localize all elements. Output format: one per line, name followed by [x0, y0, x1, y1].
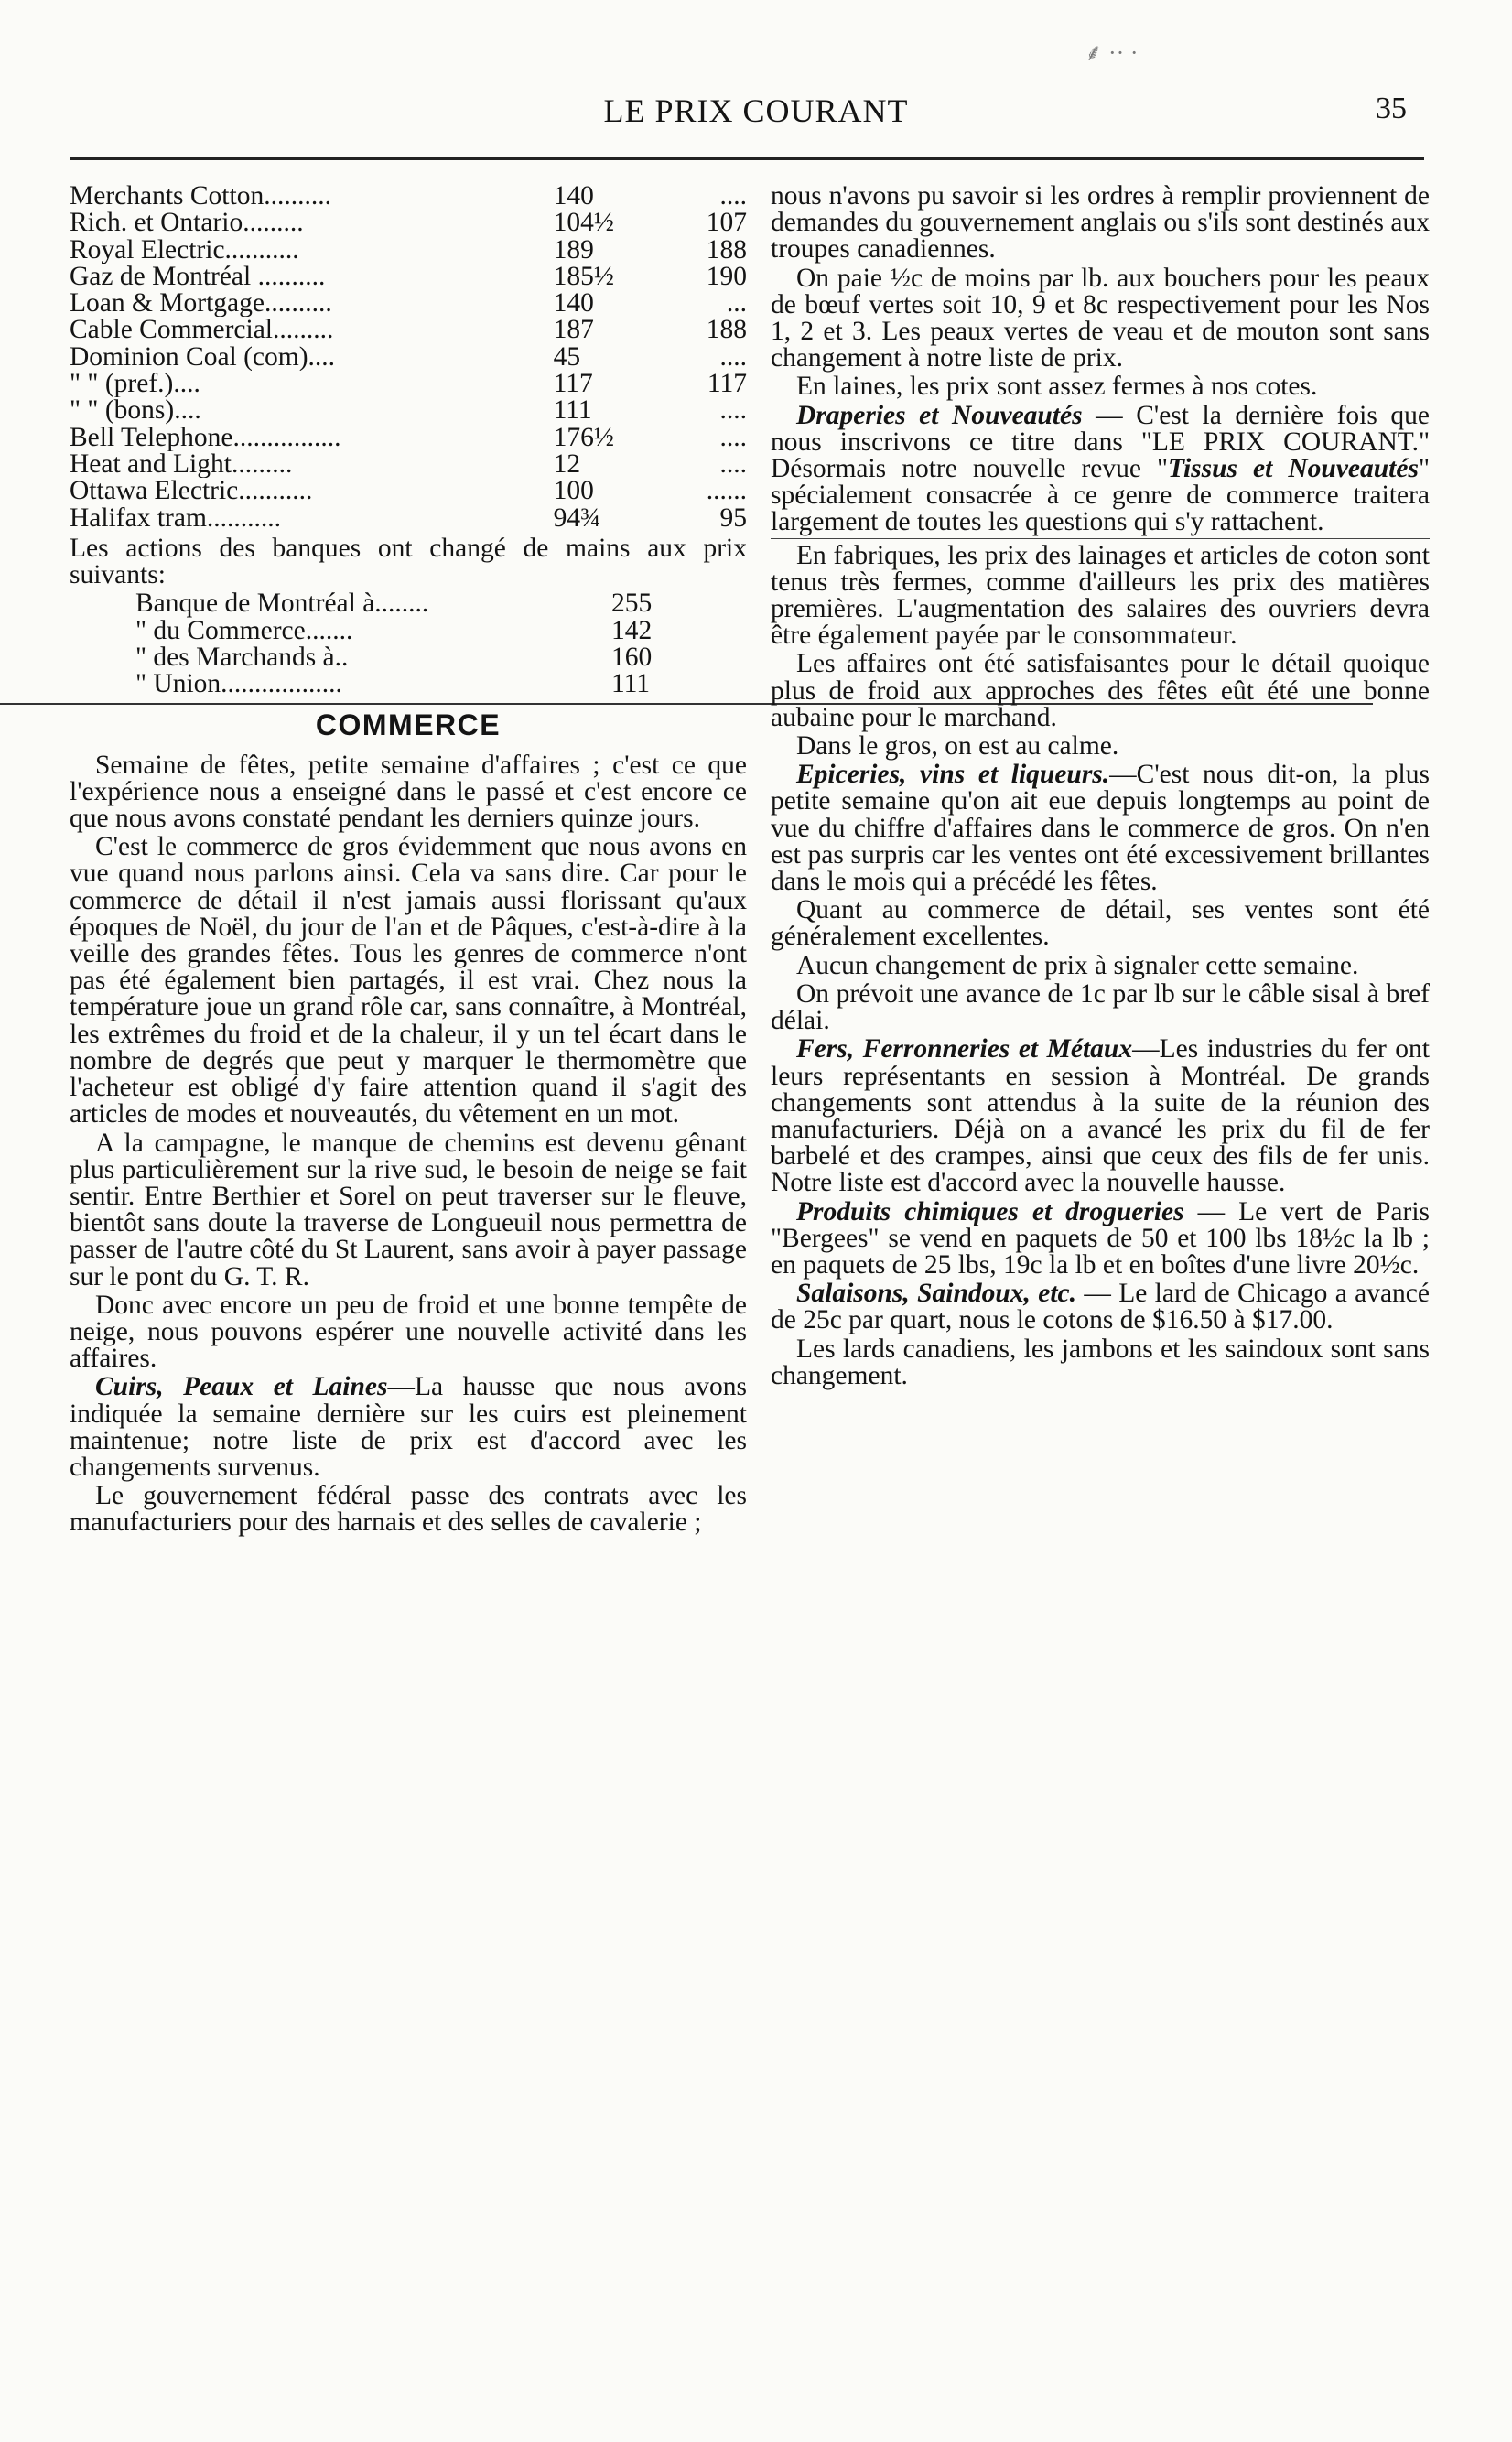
cuirs-title: Cuirs, Peaux et Laines [95, 1372, 388, 1402]
bank-name: " du Commerce....... [135, 615, 353, 645]
commerce-paragraph-2: C'est le commerce de gros évidemment que nous avons en vue quand nous parlons ainsi. Cela va sans dire. Car pour le commerce de détail il n'est jamais aussi florissant qu'aux époques de Noël, du jour de l'an et de Pâques, c'est-à-dire à la veille des grandes fêtes. Tous les genres de commerce n'ont pas été également bien partagés, il est vrai. Chez nous la température joue un grand rôle car, sans connaître, à Montréal, les extrêmes du froid et de la chaleur, il y un tel écart dans le nombre de degrés que peut y marquer le thermomètre que l'acheteur est obligé d'y faire attention quand il s'agit des articles de modes et nouveautés, du vêtement en un mot. [70, 832, 747, 1129]
bank-name: " des Marchands à.. [135, 642, 349, 672]
stock-price: 111 [553, 395, 592, 426]
right-paragraph-10: Les lards canadiens, les jambons et les saindoux sont sans changement. [771, 1334, 1430, 1390]
right-paragraph-4: En fabriques, les prix des lainages et articles de coton sont tenus très fermes, comme d'ailleurs les prix des matières premières. L'augmentation des salaires des ouvriers devra être également payée par le consommateur. [771, 540, 1430, 651]
bank-row [135, 644, 685, 671]
stock-price: 185½ [553, 261, 614, 291]
stock-price: ...... [706, 476, 747, 506]
epiceries-title: Epiceries, vins et liqueurs. [796, 760, 1110, 790]
stock-price: 188 [706, 234, 747, 265]
stock-row [70, 478, 747, 504]
bank-table [135, 590, 685, 697]
stock-name: " " (bons).... [70, 397, 201, 425]
stock-price: .... [719, 395, 747, 426]
produits-paragraph [771, 1196, 1430, 1280]
stock-price: 117 [707, 369, 747, 399]
stock-price: ... [726, 288, 747, 319]
right-paragraph-2: On paie ½c de moins par lb. aux bouchers pour les peaux de bœuf vertes soit 10, 9 et 8c respectivement pour les Nos 1, 2 et 3. Les peaux vertes de veau et de mouton sont sans changement à notre liste de prix. [771, 263, 1430, 373]
stock-row [70, 237, 747, 264]
stock-row [70, 397, 747, 424]
right-paragraph-5: Les affaires ont été satisfaisantes pour le détail quoique plus de froid aux approches des fêtes eût été une bonne aubaine pour le marchand. [771, 649, 1430, 732]
stock-name: Ottawa Electric........... [70, 478, 313, 505]
section-heading-commerce: COMMERCE [315, 708, 502, 742]
epiceries-text: —C'est nous dit-on, la plus petite semaine qu'on ait eue depuis longtemps au point de vue du chiffre d'affaires dans le commerce de gros. On n'en est pas surpris car les ventes ont été excessivement brillantes dans le mois qui a précédé les fêtes. [771, 760, 1430, 897]
right-paragraph-1: nous n'avons pu savoir si les ordres à remplir proviennent de demandes du gouvernement anglais ou s'ils sont destinés aux troupes canadiennes. [771, 181, 1430, 265]
bank-price: 111 [611, 669, 651, 699]
stock-row [70, 425, 747, 451]
stock-name: Heat and Light......... [70, 450, 293, 479]
commerce-paragraph-3: A la campagne, le manque de chemins est devenu gênant plus particulièrement sur la rive sud, le besoin de neige se fait sentir. Entre Berthier et Sorel on peut traverser sur le fleuve, bientôt sans doute la traverse de Longueuil nous permettra de passer de l'autre côté du St Laurent, sans avoir à payer passage sur le pont du G. T. R. [70, 1128, 747, 1291]
stock-price: 100 [553, 476, 594, 506]
stock-row [70, 210, 747, 236]
stock-row [70, 344, 747, 371]
stock-row [70, 290, 747, 317]
stock-name: Dominion Coal (com).... [70, 343, 336, 372]
draperies-title: Draperies et Nouveautés [796, 400, 1083, 430]
stock-price: 104½ [553, 208, 614, 238]
commerce-paragraph-4: Donc avec encore un peu de froid et une bonne tempête de neige, nous pouvons espérer une nouvelle activité dans les affaires. [70, 1290, 747, 1374]
stock-name: Rich. et Ontario......... [70, 210, 304, 237]
stock-price: 140 [553, 288, 594, 319]
page-header [0, 92, 1512, 137]
stock-row [70, 371, 747, 397]
stock-name: Gaz de Montréal .......... [70, 263, 326, 291]
cuirs-paragraph [70, 1374, 747, 1481]
stock-name: " " (pref.).... [70, 371, 200, 398]
stock-row [70, 264, 747, 290]
stock-price: 190 [706, 261, 747, 291]
right-paragraph-7: Quant au commerce de détail, ses ventes sont été généralement excellentes. [771, 895, 1430, 952]
bank-price: 142 [611, 615, 653, 645]
stock-price: 189 [553, 234, 594, 265]
stock-price: 107 [706, 208, 747, 238]
right-paragraph-9: On prévoit une avance de 1c par lb sur le câble sisal à bref délai. [771, 978, 1430, 1036]
bank-row [135, 671, 685, 697]
bank-name: " Union.................. [135, 669, 342, 699]
epiceries-paragraph [771, 762, 1430, 895]
salaisons-title: Salaisons, Saindoux, etc. [796, 1279, 1077, 1309]
draperies-text-2: " spécialement consacrée à ce genre de commerce traitera largement de toutes les questions qui s'y rattachent. [771, 454, 1430, 537]
cuirs-text: —La hausse que nous avons indiquée la semaine dernière sur les cuirs est pleinement maintenue; notre liste de prix est d'accord avec les changements survenus. [70, 1372, 747, 1482]
stock-name: Royal Electric........... [70, 236, 299, 264]
draperies-paragraph [771, 400, 1430, 537]
stock-price: 188 [706, 315, 747, 345]
stock-row [70, 183, 747, 210]
stock-price: 94¾ [553, 502, 601, 533]
stock-price: 95 [719, 502, 747, 533]
gouvernement-paragraph: Le gouvernement fédéral passe des contrats avec les manufacturiers pour des harnais et des selles de cavalerie ; [70, 1481, 747, 1538]
stock-name: Merchants Cotton.......... [70, 183, 331, 211]
stock-price: .... [719, 448, 747, 479]
right-paragraph-6: Dans le gros, on est au calme. [796, 731, 1119, 762]
fers-text: —Les industries du fer ont leurs représentants en session à Montréal. De grands changements sont attendus à la suite de la réunion des manufacturiers. Déjà on a avancé les prix du fil de fer barbelé et des crampes, ainsi que ceux des fils de fer unis. Notre liste est d'accord avec la nouvelle hausse. [771, 1034, 1431, 1198]
stock-price: .... [719, 181, 747, 211]
stock-name: Bell Telephone................ [70, 424, 341, 451]
right-paragraph-8: Aucun changement de prix à signaler cette semaine. [796, 950, 1359, 980]
banks-intro: Les actions des banques ont changé de mains aux prix suivants: [70, 533, 747, 590]
produits-title: Produits chimiques et drogueries [796, 1196, 1184, 1226]
salaisons-paragraph [771, 1280, 1430, 1334]
stock-price: 187 [553, 315, 594, 345]
draperies-text: — C'est la dernière fois que nous inscrivons ce titre dans "LE PRIX COURANT." Désormais notre nouvelle revue " [771, 400, 1430, 484]
header-rule [70, 157, 1424, 160]
stock-name: Cable Commercial......... [70, 317, 334, 344]
bank-price: 255 [611, 589, 653, 619]
produits-text: — Le vert de Paris "Bergees" se vend en paquets de 50 et 100 lbs 18½c la lb ; en paquets de 25 lbs, 19c la lb et en boîtes d'une livre 20½c. [771, 1196, 1430, 1280]
salaisons-text: — Le lard de Chicago a avancé de 25c par quart, nous le cotons de $16.50 à $17.00. [771, 1279, 1430, 1335]
stock-table [70, 183, 747, 532]
right-column [771, 183, 1430, 1391]
running-title: LE PRIX COURANT [603, 92, 909, 129]
stock-price: 176½ [553, 422, 614, 452]
stock-name: Loan & Mortgage.......... [70, 290, 332, 318]
tissus-title: Tissus et Nouveautés [1168, 454, 1419, 484]
fers-title: Fers, Ferronneries et Métaux [796, 1034, 1133, 1064]
stock-price: .... [719, 422, 747, 452]
stock-price: .... [719, 341, 747, 372]
bank-name: Banque de Montréal à........ [135, 589, 429, 619]
stock-price: 45 [553, 341, 581, 372]
bank-price: 160 [611, 642, 653, 672]
bank-row [135, 618, 685, 644]
stock-price: 140 [553, 181, 594, 211]
page-number: 35 [1376, 92, 1407, 125]
stock-row [70, 317, 747, 343]
stock-row [70, 505, 747, 532]
page-mark: ⸙ ·· · [1085, 39, 1139, 66]
stock-price: 117 [553, 369, 593, 399]
right-paragraph-3: En laines, les prix sont assez fermes à nos cotes. [796, 372, 1318, 402]
commerce-paragraph-1: Semaine de fêtes, petite semaine d'affaires ; c'est ce que l'expérience nous a enseigné dans le passé et c'est encore ce que nous avons constaté pendant les derniers quinze jours. [70, 750, 747, 834]
stock-price: 12 [553, 448, 581, 479]
left-column [70, 183, 747, 1539]
right-rule [771, 538, 1430, 539]
bank-row [135, 590, 685, 617]
stock-row [70, 451, 747, 478]
stock-name: Halifax tram........... [70, 504, 282, 532]
fers-paragraph [771, 1036, 1430, 1196]
